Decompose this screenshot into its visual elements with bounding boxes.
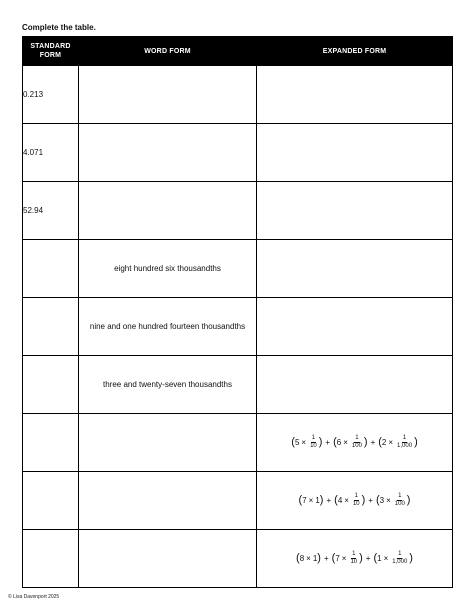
plus-sign: + xyxy=(323,554,329,563)
term-digit: 1 xyxy=(377,554,382,563)
term-digit: 3 xyxy=(379,496,385,505)
place-value-fraction xyxy=(349,551,358,566)
standard-form-cell: 4.071 xyxy=(23,124,79,182)
expanded-term xyxy=(291,435,322,450)
instruction-text: Complete the table. xyxy=(22,23,96,32)
fraction-denominator: 100 xyxy=(394,501,405,507)
table-header-row xyxy=(23,37,453,66)
close-paren: ) xyxy=(406,494,411,506)
expanded-form-cell[interactable] xyxy=(257,66,453,124)
expanded-form-cell xyxy=(257,530,453,588)
fraction-numerator: 1 xyxy=(352,551,356,557)
open-paren: ( xyxy=(333,436,337,448)
place-value-table xyxy=(22,36,453,588)
open-paren: ( xyxy=(334,494,338,506)
open-paren: ( xyxy=(378,436,382,448)
word-form-cell[interactable] xyxy=(79,66,257,124)
fraction-denominator: 1,000 xyxy=(392,559,408,565)
word-form-cell[interactable] xyxy=(79,414,257,472)
open-paren: ( xyxy=(375,494,380,506)
times-sign: × xyxy=(383,554,389,563)
term-digit: 2 xyxy=(381,438,387,447)
close-paren: ) xyxy=(359,552,363,564)
term-digit: 6 xyxy=(336,438,342,447)
expanded-form-cell[interactable] xyxy=(257,356,453,414)
open-paren: ( xyxy=(331,552,336,564)
times-sign: × xyxy=(386,496,391,505)
header-word-form: WORD FORM xyxy=(79,37,257,66)
plus-sign: + xyxy=(368,496,373,505)
table-row xyxy=(23,356,453,414)
word-form-cell[interactable] xyxy=(79,472,257,530)
expanded-term xyxy=(333,435,367,450)
standard-form-cell[interactable] xyxy=(23,356,79,414)
expanded-term xyxy=(299,495,324,506)
header-standard-form: STANDARD FORM xyxy=(23,37,79,66)
table-row xyxy=(23,414,453,472)
term-digit: 5 xyxy=(294,438,300,447)
header-expanded-form: EXPANDED FORM xyxy=(257,37,453,66)
plus-sign: + xyxy=(370,438,376,447)
place-value-fraction xyxy=(394,493,406,508)
standard-form-cell[interactable] xyxy=(23,240,79,298)
table-row xyxy=(23,66,453,124)
table-row xyxy=(23,240,453,298)
fraction-numerator: 1 xyxy=(398,551,402,557)
term-digit: 4 xyxy=(337,496,343,505)
standard-form-cell[interactable] xyxy=(23,530,79,588)
open-paren: ( xyxy=(298,494,303,506)
close-paren: ) xyxy=(318,436,323,448)
word-form-cell[interactable] xyxy=(79,124,257,182)
word-form-cell: eight hundred six thousandths xyxy=(79,240,257,298)
close-paren: ) xyxy=(317,552,321,564)
fraction-denominator: 10 xyxy=(350,559,358,565)
place-value-fraction xyxy=(391,551,408,566)
expanded-term xyxy=(332,551,363,566)
expanded-term xyxy=(378,435,417,450)
times-sign: × xyxy=(308,496,314,505)
expanded-form-cell[interactable] xyxy=(257,298,453,356)
fraction-denominator: 1,000 xyxy=(397,443,413,449)
fraction-numerator: 1 xyxy=(398,493,402,499)
table-row xyxy=(23,472,453,530)
fraction-denominator: 10 xyxy=(352,501,360,507)
close-paren: ) xyxy=(361,494,366,506)
times-sign: × xyxy=(388,438,394,447)
word-form-cell[interactable] xyxy=(79,530,257,588)
place-value-fraction xyxy=(352,493,361,508)
standard-form-cell: 52.94 xyxy=(23,182,79,240)
standard-form-cell: 0.213 xyxy=(23,66,79,124)
fraction-numerator: 1 xyxy=(355,435,359,441)
times-sign: × xyxy=(341,554,347,563)
expanded-expression xyxy=(296,551,413,566)
term-digit: 8 xyxy=(299,554,305,563)
open-paren: ( xyxy=(296,552,300,564)
plus-sign: + xyxy=(326,496,332,505)
table-row xyxy=(23,530,453,588)
place-value-fraction xyxy=(351,435,363,450)
fraction-denominator: 100 xyxy=(351,443,362,449)
place-value-fraction xyxy=(396,435,413,450)
fraction-numerator: 1 xyxy=(402,435,407,441)
expanded-form-cell xyxy=(257,414,453,472)
open-paren: ( xyxy=(373,552,378,564)
expanded-term xyxy=(373,551,412,566)
times-sign: × xyxy=(301,438,307,447)
fraction-denominator: 10 xyxy=(310,443,317,449)
copyright-text: © Lisa Davenport 2025 xyxy=(8,594,60,600)
expanded-term xyxy=(376,493,410,508)
word-form-cell[interactable] xyxy=(79,182,257,240)
plus-sign: + xyxy=(365,554,371,563)
times-sign: × xyxy=(344,496,349,505)
close-paren: ) xyxy=(319,494,324,506)
table-row xyxy=(23,124,453,182)
close-paren: ) xyxy=(414,436,418,448)
expanded-expression xyxy=(291,435,417,450)
place-value-fraction xyxy=(309,435,318,450)
close-paren: ) xyxy=(363,436,368,448)
place-value-whole: 1 xyxy=(312,554,318,563)
open-paren: ( xyxy=(291,436,295,448)
expanded-form-cell[interactable] xyxy=(257,182,453,240)
plus-sign: + xyxy=(325,438,331,447)
table-row xyxy=(23,298,453,356)
fraction-numerator: 1 xyxy=(354,493,358,499)
word-form-cell: three and twenty-seven thousandths xyxy=(79,356,257,414)
expanded-form-cell[interactable] xyxy=(257,240,453,298)
close-paren: ) xyxy=(409,552,413,564)
expanded-term xyxy=(334,493,365,508)
times-sign: × xyxy=(306,554,311,563)
standard-form-cell[interactable] xyxy=(23,298,79,356)
standard-form-cell[interactable] xyxy=(23,472,79,530)
expanded-term xyxy=(296,553,321,564)
term-digit: 7 xyxy=(302,496,307,505)
expanded-expression xyxy=(299,493,411,508)
expanded-form-cell xyxy=(257,472,453,530)
standard-form-cell[interactable] xyxy=(23,414,79,472)
place-value-whole: 1 xyxy=(315,496,320,505)
expanded-form-cell[interactable] xyxy=(257,124,453,182)
times-sign: × xyxy=(343,438,348,447)
word-form-cell: nine and one hundred fourteen thousandths xyxy=(79,298,257,356)
fraction-numerator: 1 xyxy=(311,435,316,441)
table-row xyxy=(23,182,453,240)
term-digit: 7 xyxy=(335,554,340,563)
